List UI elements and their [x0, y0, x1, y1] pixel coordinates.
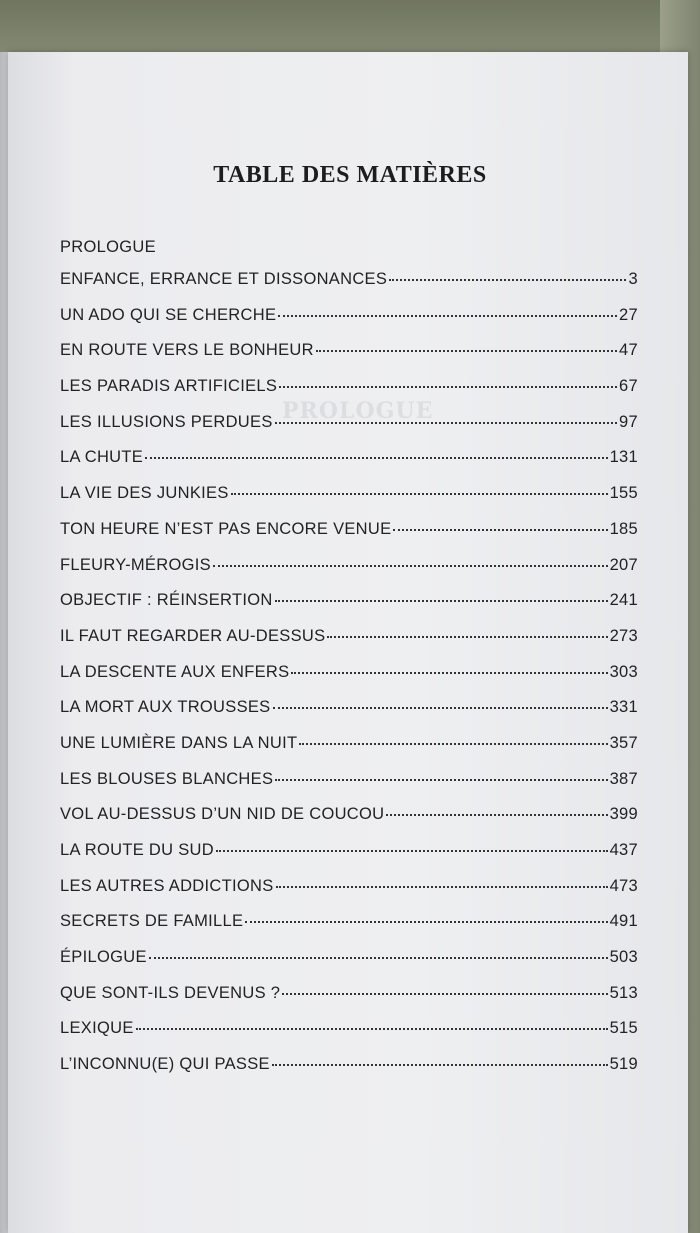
toc-entry — [60, 877, 638, 913]
leader-dots — [275, 410, 617, 424]
toc-entry-title: ENFANCE, ERRANCE ET DISSONANCES — [60, 270, 388, 288]
toc-entry — [60, 377, 638, 413]
leader-dots — [245, 909, 607, 923]
prologue-heading: PROLOGUE — [60, 238, 156, 256]
toc-entry-page: 131 — [609, 448, 638, 467]
toc-entry — [60, 306, 638, 342]
leader-dots — [299, 731, 607, 745]
leader-dots — [216, 838, 608, 852]
toc-entry-page: 67 — [619, 377, 638, 396]
leader-dots — [389, 267, 626, 281]
toc-entry — [60, 984, 638, 1020]
toc-entry — [60, 556, 638, 592]
leader-dots — [386, 802, 607, 816]
toc-entry-page: 473 — [609, 876, 638, 895]
leader-dots — [213, 553, 608, 567]
toc-entry — [60, 1019, 638, 1055]
toc-entry-title: QUE SONT-ILS DEVENUS ? — [60, 983, 281, 1002]
toc-entry-page: 155 — [609, 484, 638, 503]
toc-entry-page: 491 — [609, 912, 638, 931]
leader-dots — [291, 660, 607, 674]
toc-entry-page: 97 — [619, 412, 638, 431]
leader-dots — [278, 303, 617, 317]
toc-entry-page: 503 — [609, 948, 638, 967]
toc-entry-title: LES BLOUSES BLANCHES — [60, 769, 274, 788]
leader-dots — [273, 695, 608, 709]
toc-entry-title: UNE LUMIÈRE DANS LA NUIT — [60, 733, 298, 752]
toc-entry-page: 387 — [609, 769, 638, 788]
toc-entry — [60, 841, 638, 877]
toc-entry-title: LA VIE DES JUNKIES — [60, 484, 229, 503]
toc-entry — [60, 413, 638, 449]
toc-entry-title: LES PARADIS ARTIFICIELS — [60, 377, 278, 396]
toc-entry — [60, 484, 638, 520]
toc-entry — [60, 770, 638, 806]
leader-dots — [231, 481, 608, 495]
toc-entry-title: LA CHUTE — [60, 448, 144, 467]
toc-entry — [60, 698, 638, 734]
toc-entry-page: 331 — [609, 698, 638, 717]
toc-entry — [60, 912, 638, 948]
toc-entry-title: VOL AU-DESSUS D’UN NID DE COUCOU — [60, 805, 385, 824]
toc-entry — [60, 627, 638, 663]
toc-entry-title: LA ROUTE DU SUD — [60, 841, 214, 859]
toc-entry — [60, 734, 638, 770]
toc-entry-title: LEXIQUE — [60, 1019, 134, 1038]
toc-entry — [60, 520, 638, 556]
leader-dots — [136, 1016, 608, 1030]
toc-entry — [60, 270, 638, 306]
toc-entry — [60, 448, 638, 484]
toc-entry-page: 3 — [628, 270, 638, 288]
leader-dots — [316, 338, 617, 352]
toc-entry-title: IL FAUT REGARDER AU-DESSUS — [60, 626, 326, 645]
toc-entry-title: OBJECTIF : RÉINSERTION — [60, 591, 273, 610]
toc-entry-title: SECRETS DE FAMILLE — [60, 912, 244, 931]
toc-entry-page: 357 — [609, 733, 638, 752]
toc-entry — [60, 948, 638, 984]
toc-entry — [60, 805, 638, 841]
toc-entry-title: LA MORT AUX TROUSSES — [60, 698, 271, 717]
toc-entry-page: 437 — [609, 841, 638, 859]
show-through-text: PROLOGUE — [282, 398, 434, 424]
leader-dots — [327, 624, 607, 638]
leader-dots — [275, 767, 607, 781]
leader-dots — [145, 445, 607, 459]
toc-entry-title: FLEURY-MÉROGIS — [60, 555, 211, 574]
toc-entry — [60, 1055, 638, 1091]
leader-dots — [275, 588, 608, 602]
toc-entry-page: 207 — [609, 555, 638, 574]
toc-entry-title: LA DESCENTE AUX ENFERS — [60, 662, 290, 681]
toc-entry-title: LES AUTRES ADDICTIONS — [60, 876, 274, 895]
toc-entry — [60, 341, 638, 377]
leader-dots — [279, 374, 617, 388]
leader-dots — [393, 517, 607, 531]
page-title: TABLE DES MATIÈRES — [213, 162, 487, 188]
toc-entry-page: 47 — [619, 341, 638, 360]
toc-entry-title: ÉPILOGUE — [60, 948, 147, 967]
toc-entry-title: TON HEURE N’EST PAS ENCORE VENUE — [60, 519, 392, 538]
leader-dots — [276, 874, 608, 888]
leader-dots — [282, 981, 607, 995]
toc-entry-page: 241 — [609, 591, 638, 610]
toc-entry-title: UN ADO QUI SE CHERCHE — [60, 305, 277, 324]
toc-entry-page: 185 — [609, 519, 638, 538]
toc-entry-title: LES ILLUSIONS PERDUES — [60, 412, 273, 431]
leader-dots — [272, 1052, 608, 1066]
toc-entry-page: 513 — [609, 983, 638, 1002]
toc-entry-page: 399 — [609, 805, 638, 824]
toc-entry-page: 27 — [619, 305, 638, 324]
toc-entry-title: EN ROUTE VERS LE BONHEUR — [60, 341, 314, 360]
toc-entry-page: 519 — [609, 1055, 638, 1074]
toc-entry-title: L’INCONNU(E) QUI PASSE — [60, 1055, 270, 1074]
toc-entry — [60, 591, 638, 627]
toc-entry-page: 515 — [609, 1019, 638, 1038]
table-of-contents — [60, 270, 638, 1091]
leader-dots — [149, 945, 608, 959]
toc-entry — [60, 663, 638, 699]
toc-entry-page: 273 — [609, 626, 638, 645]
toc-entry-page: 303 — [609, 662, 638, 681]
